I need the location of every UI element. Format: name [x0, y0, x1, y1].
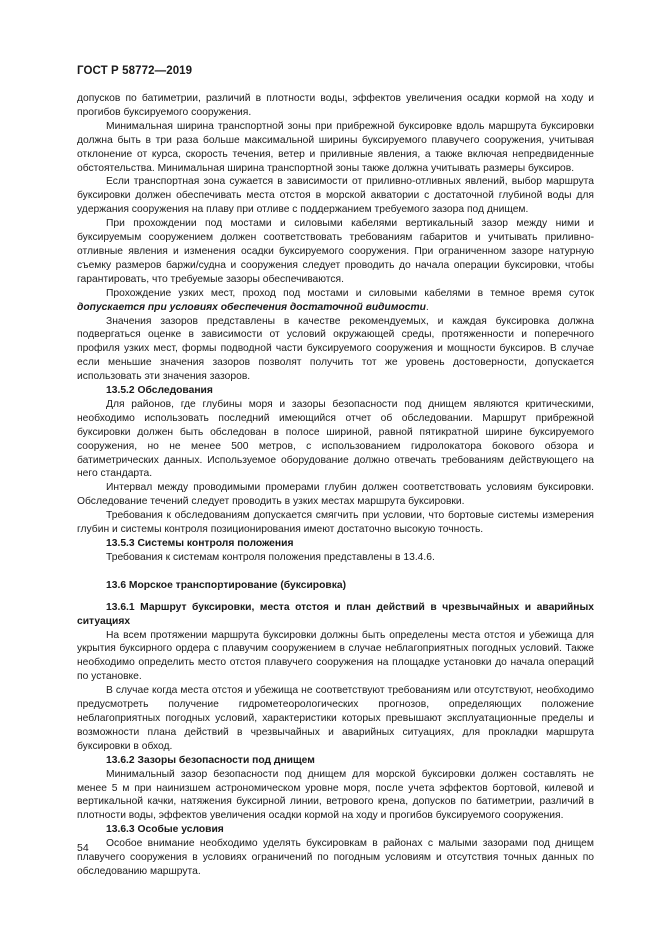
paragraph-text: Прохождение узких мест, проход под мостами и силовыми кабелями в темное время суток: [106, 287, 594, 299]
paragraph: Особое внимание необходимо уделять буксировкам в районах с малыми зазорами под днищем плавучего сооружения в условиях ограничений по погодным условиям и отсутствия точных данных по обследованию маршрута.: [77, 838, 594, 877]
section-heading: 13.6.2 Зазоры безопасности под днищем: [106, 754, 315, 766]
paragraph: В случае когда места отстоя и убежища не соответствуют требованиям или отсутствуют, необходимо предусмотреть получение гидрометеорологических прогнозов, определяющих положение неблагоприятных погодных условий, характеристики которых превышают эксплуатационные пределы и возможности плана действий в чрезвычайных и аварийных ситуациях, для прокладки маршрута буксировки в обход.: [77, 685, 594, 752]
paragraph: При прохождении под мостами и силовыми кабелями вертикальный зазор между ними и буксируемым сооружением должен соответствовать требованиям габаритов и учитывать приливно-отливные явления и изменения осадки буксируемого сооружения. При ограниченном зазоре натурную съемку размеров баржи/судна и сооружения следует проводить до начала операции буксировки, чтобы гарантировать, что требуемые зазоры обеспечиваются.: [77, 218, 594, 285]
emphasis-text: допускается при условиях обеспечения достаточной видимости: [77, 301, 426, 313]
paragraph: Минимальный зазор безопасности под днищем для морской буксировки должен составлять не менее 5 м при наинизшем астрономическом уровне моря, после учета эффектов бортовой, килевой и вертикальной качки, натяжения буксирной линии, ветрового крена, допусков по батиметрии, различий в плотности воды, эффектов увеличения осадки кормой на ходу и прогибов буксируемого сооружения.: [77, 768, 594, 822]
paragraph: Прохождение узких мест, проход под мостами и силовыми кабелями в темное время суток допускается при условиях обеспечения достаточной видимости.: [77, 287, 594, 313]
paragraph: Минимальная ширина транспортной зоны при прибрежной буксировке вдоль маршрута буксировки должна быть в три раза больше максимальной ширины буксируемого плавучего сооружения, учитывая отклонение от курса, скорость течения, ветер и приливные явления, а также включая непредвиденные обстоятельства. Минимальная ширина транспортной зоны также должна учитывать размеры буксиров.: [77, 120, 594, 174]
section-heading: 13.6.1 Маршрут буксировки, места отстоя и план действий в чрезвычайных и аварийных ситуациях: [77, 601, 594, 627]
section-heading: 13.6 Морское транспортирование (буксировка): [106, 579, 347, 591]
paragraph: допусков по батиметрии, различий в плотности воды, эффектов увеличения осадки кормой на ходу и прогибов буксируемого сооружения.: [77, 93, 594, 118]
paragraph: Требования к системам контроля положения представлены в 13.4.6.: [106, 551, 435, 563]
paragraph: Для районов, где глубины моря и зазоры безопасности под днищем являются критическими, необходимо использовать последний имеющийся отчет об обследовании. Маршрут прибрежной буксировки должен быть обследован в полосе шириной, равной пятикратной ширине буксируемого сооружения, но не менее 500 метров, с использованием гидролокатора бокового обзора и батиметрических данных. Используемое оборудование должно отвечать требованиям действующего на него стандарта.: [77, 398, 594, 480]
document-body: [77, 92, 594, 879]
paragraph: Если транспортная зона сужается в зависимости от приливно-отливных явлений, выбор маршрута буксировки должен обеспечивать места отстоя в морской акватории с достаточной глубиной воды для удержания сооружения на плаву при отливе с поддержанием требуемого зазора под днищем.: [77, 176, 594, 216]
document-header: ГОСТ Р 58772—2019: [77, 65, 193, 77]
section-heading: 13.5.3 Системы контроля положения: [106, 538, 294, 549]
paragraph: Интервал между проводимыми промерами глубин должен соответствовать условиям буксировки. Обследование течений следует проводить в узких местах маршрута буксировки.: [77, 482, 594, 508]
paragraph: Значения зазоров представлены в качестве рекомендуемых, и каждая буксировка должна подвергаться оценке в зависимости от условий окружающей среды, протяженности и поперечного профиля узких мест, формы подводной части буксируемого сооружения и мощности буксиров. В случае если меньшие значения зазоров позволят получить тот же уровень достоверности, допускается использовать эти значения зазоров.: [77, 315, 594, 383]
section-heading: 13.5.2 Обследования: [106, 385, 213, 397]
paragraph: Требования к обследованиям допускается смягчить при условии, что бортовые системы измерения глубин и системы контроля позиционирования имеют достаточно высокую точность.: [77, 510, 594, 536]
section-heading: 13.6.3 Особые условия: [106, 824, 224, 836]
page-number: 54: [77, 842, 89, 854]
paragraph: На всем протяжении маршрута буксировки должны быть определены места отстоя и убежища для укрытия буксирного ордера с плавучим сооружением в случае неблагоприятных погодных условий. Также необходимо определить место отстоя плавучего сооружения на площадке установки до начала операций по установке.: [77, 629, 594, 683]
